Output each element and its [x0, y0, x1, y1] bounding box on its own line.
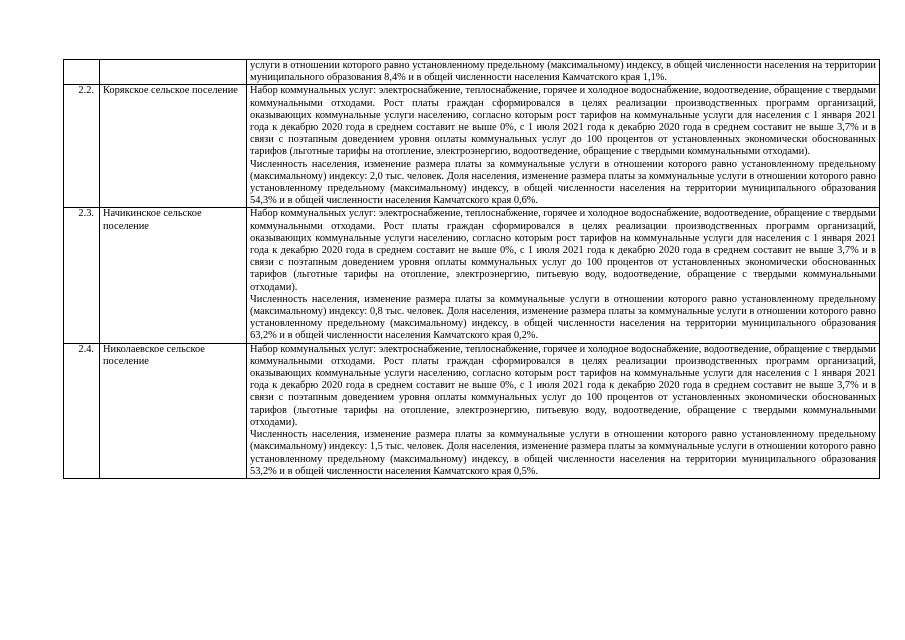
table-row: [64, 343, 880, 478]
table-row: [64, 60, 880, 85]
settlements-table: [63, 59, 880, 479]
row-number: 2.3.: [64, 208, 100, 343]
services-paragraph: Набор коммунальных услуг: электроснабжение, теплоснабжение, горячее и холодное водоснабжение, водоотведение, обращение с твердыми коммунальными отходами. Рост платы граждан сформировался в целях реализации производственных программ организаций, оказывающих коммунальные услуги населению, согласно которым рост тарифов на коммунальные услуги для населения с 1 января 2021 года к декабрю 2020 года в среднем составит не выше 0%, с 1 июля 2021 года к декабрю 2020 года в среднем составит не выше 3,7% и в связи с поэтапным доведением уровня оплаты коммунальных услуг до 100 процентов от установленных экономически обоснованных тарифов (льготные тарифы на отопление, электроэнергию, питьевую воду, водоотведение, обращение с твердыми коммунальными отходами).: [250, 343, 876, 428]
row-number: 2.2.: [64, 85, 100, 208]
paragraph: услуги в отношении которого равно установленному предельному (максимальному) индексу, в общей численности населения на территории муниципального образования 8,4% и в общей численности населения Камчатского края 1,1%.: [250, 60, 876, 84]
settlement-name: [100, 60, 247, 85]
services-paragraph: Набор коммунальных услуг: электроснабжение, теплоснабжение, горячее и холодное водоснабжение, водоотведение, обращение с твердыми коммунальными отходами. Рост платы граждан сформировался в целях реализации производственных программ организаций, оказывающих коммунальные услуги населению, согласно которым рост тарифов на коммунальные услуги для населения с 1 января 2021 года к декабрю 2020 года в среднем составит не выше 0%, с 1 июля 2021 года к декабрю 2020 года в среднем составит не выше 3,7% и в связи с поэтапным доведением уровня оплаты коммунальных услуг до 100 процентов от установленных экономически обоснованных тарифов (льготные тарифы на отопление, электроэнергию, питьевую воду, водоотведение, обращение с твердыми коммунальными отходами).: [250, 208, 876, 293]
row-number: [64, 60, 100, 85]
population-paragraph: Численность населения, изменение размера платы за коммунальные услуги в отношении которого равно установленному предельному (максимальному) индексу: 2,0 тыс. человек. Доля населения, изменение размера платы за коммунальные услуги в отношении которого равно установленному предельному (максимальному) индексу, в общей численности населения на территории муниципального образования 54,3% и в общей численности населения Камчатского края 0,6%.: [250, 158, 876, 207]
population-paragraph: Численность населения, изменение размера платы за коммунальные услуги в отношении которого равно установленному предельному (максимальному) индексу: 1,5 тыс. человек. Доля населения, изменение размера платы за коммунальные услуги в отношении которого равно установленному предельному (максимальному) индексу, в общей численности населения на территории муниципального образования 53,2% и в общей численности населения Камчатского края 0,5%.: [250, 429, 876, 477]
settlement-description: [247, 208, 880, 343]
population-paragraph: Численность населения, изменение размера платы за коммунальные услуги в отношении которого равно установленному предельному (максимальному) индексу: 0,8 тыс. человек. Доля населения, изменение размера платы за коммунальные услуги в отношении которого равно установленному предельному (максимальному) индексу, в общей численности населения на территории муниципального образования 63,2% и в общей численности населения Камчатского края 0,2%.: [250, 293, 876, 342]
settlement-name: Корякское сельское поселение: [100, 85, 247, 208]
services-paragraph: Набор коммунальных услуг: электроснабжение, теплоснабжение, горячее и холодное водоснабжение, водоотведение, обращение с твердыми коммунальными отходами. Рост платы граждан сформировался в целях реализации производственных программ организаций, оказывающих коммунальные услуги населению, согласно которым рост тарифов на коммунальные услуги для населения с 1 января 2021 года к декабрю 2020 года в среднем составит не выше 0%, с 1 июля 2021 года к декабрю 2020 года в среднем составит не выше 3,7% и в связи с поэтапным доведением уровня оплаты коммунальных услуг до 100 процентов от установленных экономически обоснованных тарифов (льготные тарифы на отопление, электроэнергию, водоотведение, обращение с твердыми коммунальными отходами).: [250, 85, 876, 158]
settlement-description: [247, 60, 880, 85]
settlement-name: Начикинское сельское поселение: [100, 208, 247, 343]
table-row: [64, 208, 880, 343]
settlement-name: Николаевское сельское поселение: [100, 343, 247, 478]
settlement-description: [247, 343, 880, 478]
row-number: 2.4.: [64, 343, 100, 478]
settlement-description: [247, 85, 880, 208]
table-row: [64, 85, 880, 208]
